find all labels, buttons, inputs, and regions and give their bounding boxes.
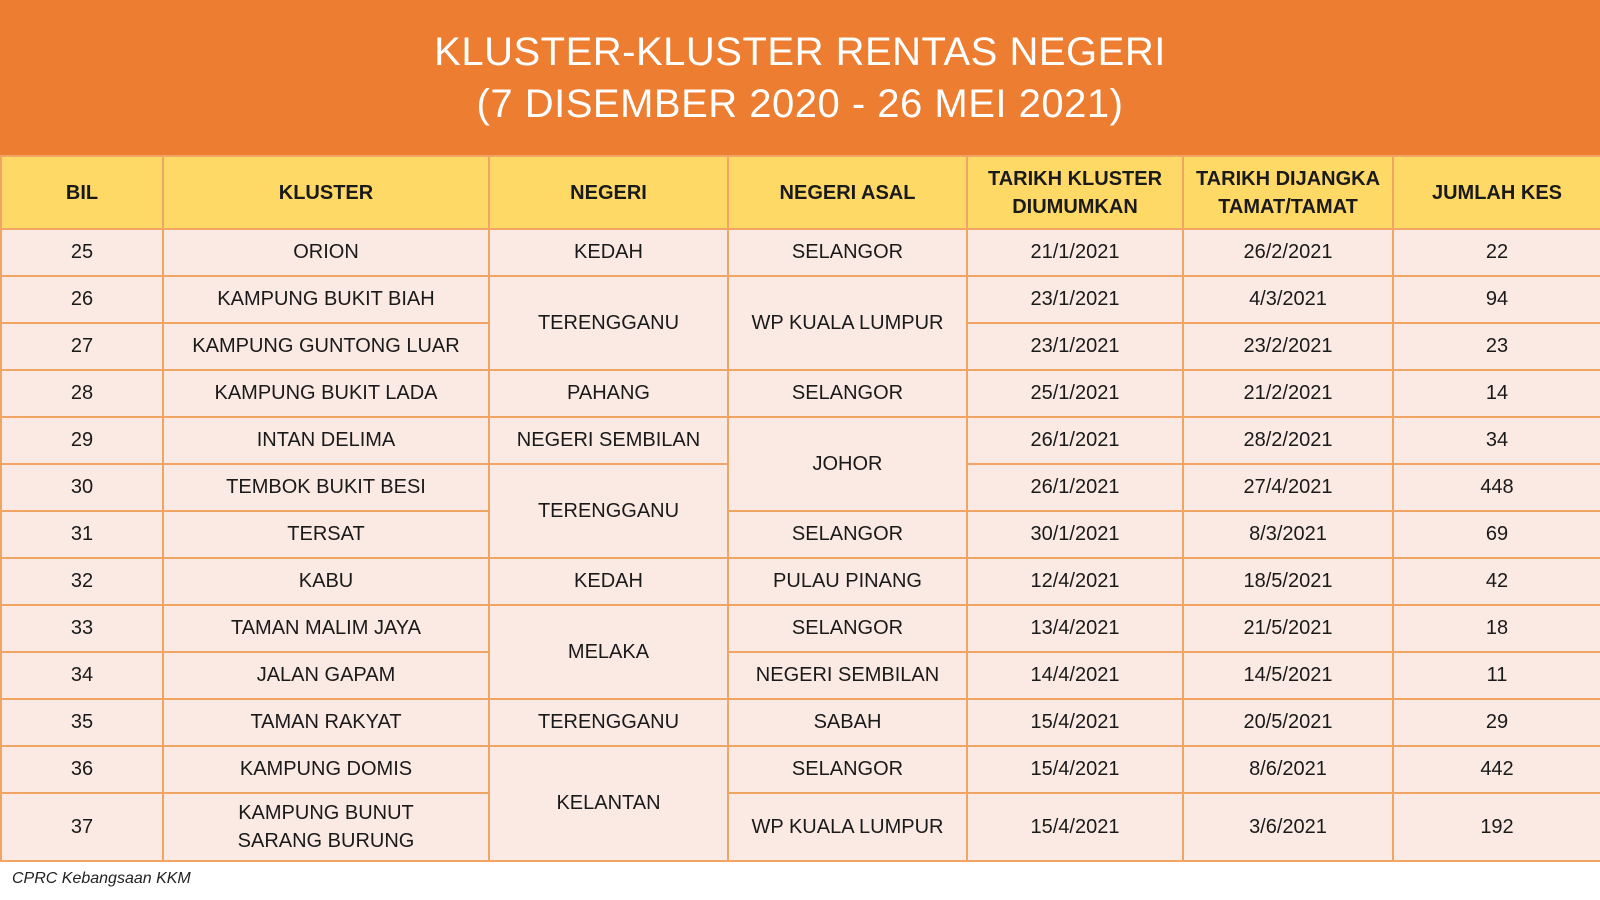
cell-bil: 25 <box>1 229 163 276</box>
cell-kluster: ORION <box>163 229 489 276</box>
cell-kluster: KAMPUNG BUKIT LADA <box>163 370 489 417</box>
cell-negeri: MELAKA <box>489 605 728 699</box>
column-header-bil: BIL <box>1 156 163 229</box>
cell-tarikh-tamat: 8/6/2021 <box>1183 746 1393 793</box>
cell-bil: 37 <box>1 793 163 861</box>
cell-negeri-asal: NEGERI SEMBILAN <box>728 652 967 699</box>
table-row <box>1 229 1600 276</box>
cell-negeri: TERENGGANU <box>489 276 728 370</box>
cell-tarikh-tamat: 14/5/2021 <box>1183 652 1393 699</box>
cell-tarikh-diumumkan: 13/4/2021 <box>967 605 1183 652</box>
cell-jumlah-kes: 18 <box>1393 605 1600 652</box>
cell-kluster: INTAN DELIMA <box>163 417 489 464</box>
cell-tarikh-tamat: 8/3/2021 <box>1183 511 1393 558</box>
cell-jumlah-kes: 42 <box>1393 558 1600 605</box>
cell-tarikh-tamat: 27/4/2021 <box>1183 464 1393 511</box>
cell-bil: 35 <box>1 699 163 746</box>
cell-jumlah-kes: 22 <box>1393 229 1600 276</box>
cell-jumlah-kes: 11 <box>1393 652 1600 699</box>
cell-tarikh-diumumkan: 26/1/2021 <box>967 417 1183 464</box>
cell-bil: 36 <box>1 746 163 793</box>
cell-tarikh-diumumkan: 15/4/2021 <box>967 793 1183 861</box>
cell-tarikh-diumumkan: 21/1/2021 <box>967 229 1183 276</box>
cell-tarikh-tamat: 21/2/2021 <box>1183 370 1393 417</box>
cell-kluster: TERSAT <box>163 511 489 558</box>
cell-kluster: TAMAN RAKYAT <box>163 699 489 746</box>
cell-tarikh-tamat: 20/5/2021 <box>1183 699 1393 746</box>
cell-jumlah-kes: 34 <box>1393 417 1600 464</box>
cell-tarikh-diumumkan: 23/1/2021 <box>967 323 1183 370</box>
cell-tarikh-diumumkan: 25/1/2021 <box>967 370 1183 417</box>
column-header-negeri: NEGERI <box>489 156 728 229</box>
cell-tarikh-diumumkan: 23/1/2021 <box>967 276 1183 323</box>
table-row <box>1 558 1600 605</box>
column-header-jumlah-kes: JUMLAH KES <box>1393 156 1600 229</box>
cell-bil: 26 <box>1 276 163 323</box>
table-row <box>1 417 1600 464</box>
column-header-negeri-asal: NEGERI ASAL <box>728 156 967 229</box>
column-header-tarikh-diumumkan: TARIKH KLUSTER DIUMUMKAN <box>967 156 1183 229</box>
cell-jumlah-kes: 442 <box>1393 746 1600 793</box>
cell-kluster: KAMPUNG BUKIT BIAH <box>163 276 489 323</box>
cell-jumlah-kes: 14 <box>1393 370 1600 417</box>
cell-negeri: TERENGGANU <box>489 699 728 746</box>
cell-bil: 32 <box>1 558 163 605</box>
column-header-kluster: KLUSTER <box>163 156 489 229</box>
cell-kluster-line: SARANG BURUNG <box>237 830 415 852</box>
cell-tarikh-diumumkan: 12/4/2021 <box>967 558 1183 605</box>
source-credit: CPRC Kebangsaan KKM <box>12 870 191 887</box>
table-row <box>1 652 1600 699</box>
cell-kluster: KABU <box>163 558 489 605</box>
cell-bil: 27 <box>1 323 163 370</box>
cell-tarikh-tamat: 4/3/2021 <box>1183 276 1393 323</box>
cell-kluster: KAMPUNG GUNTONG LUAR <box>163 323 489 370</box>
cell-tarikh-diumumkan: 15/4/2021 <box>967 699 1183 746</box>
cell-jumlah-kes: 448 <box>1393 464 1600 511</box>
table-row <box>1 276 1600 323</box>
cell-tarikh-tamat: 26/2/2021 <box>1183 229 1393 276</box>
cell-bil: 31 <box>1 511 163 558</box>
cell-kluster <box>163 793 489 861</box>
cell-negeri: KELANTAN <box>489 746 728 861</box>
cell-bil: 33 <box>1 605 163 652</box>
table-row <box>1 746 1600 793</box>
table-row <box>1 370 1600 417</box>
cell-negeri-asal: PULAU PINANG <box>728 558 967 605</box>
cell-negeri-asal: JOHOR <box>728 417 967 511</box>
cell-negeri-asal: SELANGOR <box>728 229 967 276</box>
cell-jumlah-kes: 192 <box>1393 793 1600 861</box>
page-subtitle-date-range: (7 DISEMBER 2020 - 26 MEI 2021) <box>476 81 1124 126</box>
cell-jumlah-kes: 94 <box>1393 276 1600 323</box>
cell-negeri-asal: SELANGOR <box>728 746 967 793</box>
cell-tarikh-diumumkan: 14/4/2021 <box>967 652 1183 699</box>
table-row <box>1 793 1600 861</box>
table-header-row <box>1 156 1600 229</box>
cell-tarikh-diumumkan: 15/4/2021 <box>967 746 1183 793</box>
table-row <box>1 699 1600 746</box>
cell-bil: 30 <box>1 464 163 511</box>
cell-bil: 28 <box>1 370 163 417</box>
cell-kluster: JALAN GAPAM <box>163 652 489 699</box>
cell-negeri: NEGERI SEMBILAN <box>489 417 728 464</box>
table-row <box>1 511 1600 558</box>
cell-tarikh-tamat: 18/5/2021 <box>1183 558 1393 605</box>
page-header <box>0 0 1600 155</box>
cell-kluster-line: KAMPUNG BUNUT <box>238 802 414 824</box>
cell-negeri: KEDAH <box>489 558 728 605</box>
cell-negeri-asal: WP KUALA LUMPUR <box>728 793 967 861</box>
cell-tarikh-diumumkan: 26/1/2021 <box>967 464 1183 511</box>
cell-kluster: KAMPUNG DOMIS <box>163 746 489 793</box>
cell-negeri-asal: SABAH <box>728 699 967 746</box>
cell-tarikh-diumumkan: 30/1/2021 <box>967 511 1183 558</box>
cell-negeri: TERENGGANU <box>489 464 728 558</box>
cell-bil: 29 <box>1 417 163 464</box>
cell-negeri-asal: SELANGOR <box>728 370 967 417</box>
cell-negeri-asal: WP KUALA LUMPUR <box>728 276 967 370</box>
cell-jumlah-kes: 29 <box>1393 699 1600 746</box>
cell-tarikh-tamat: 21/5/2021 <box>1183 605 1393 652</box>
cell-jumlah-kes: 69 <box>1393 511 1600 558</box>
cell-kluster: TAMAN MALIM JAYA <box>163 605 489 652</box>
cell-negeri-asal: SELANGOR <box>728 605 967 652</box>
cell-negeri: PAHANG <box>489 370 728 417</box>
table-row <box>1 605 1600 652</box>
cell-tarikh-tamat: 28/2/2021 <box>1183 417 1393 464</box>
cell-tarikh-tamat: 23/2/2021 <box>1183 323 1393 370</box>
cell-kluster: TEMBOK BUKIT BESI <box>163 464 489 511</box>
column-header-tarikh-tamat: TARIKH DIJANGKA TAMAT/TAMAT <box>1183 156 1393 229</box>
cell-bil: 34 <box>1 652 163 699</box>
cell-negeri: KEDAH <box>489 229 728 276</box>
cell-tarikh-tamat: 3/6/2021 <box>1183 793 1393 861</box>
cell-jumlah-kes: 23 <box>1393 323 1600 370</box>
cell-negeri-asal: SELANGOR <box>728 511 967 558</box>
cluster-table <box>0 155 1600 862</box>
page-title: KLUSTER-KLUSTER RENTAS NEGERI <box>434 29 1166 74</box>
